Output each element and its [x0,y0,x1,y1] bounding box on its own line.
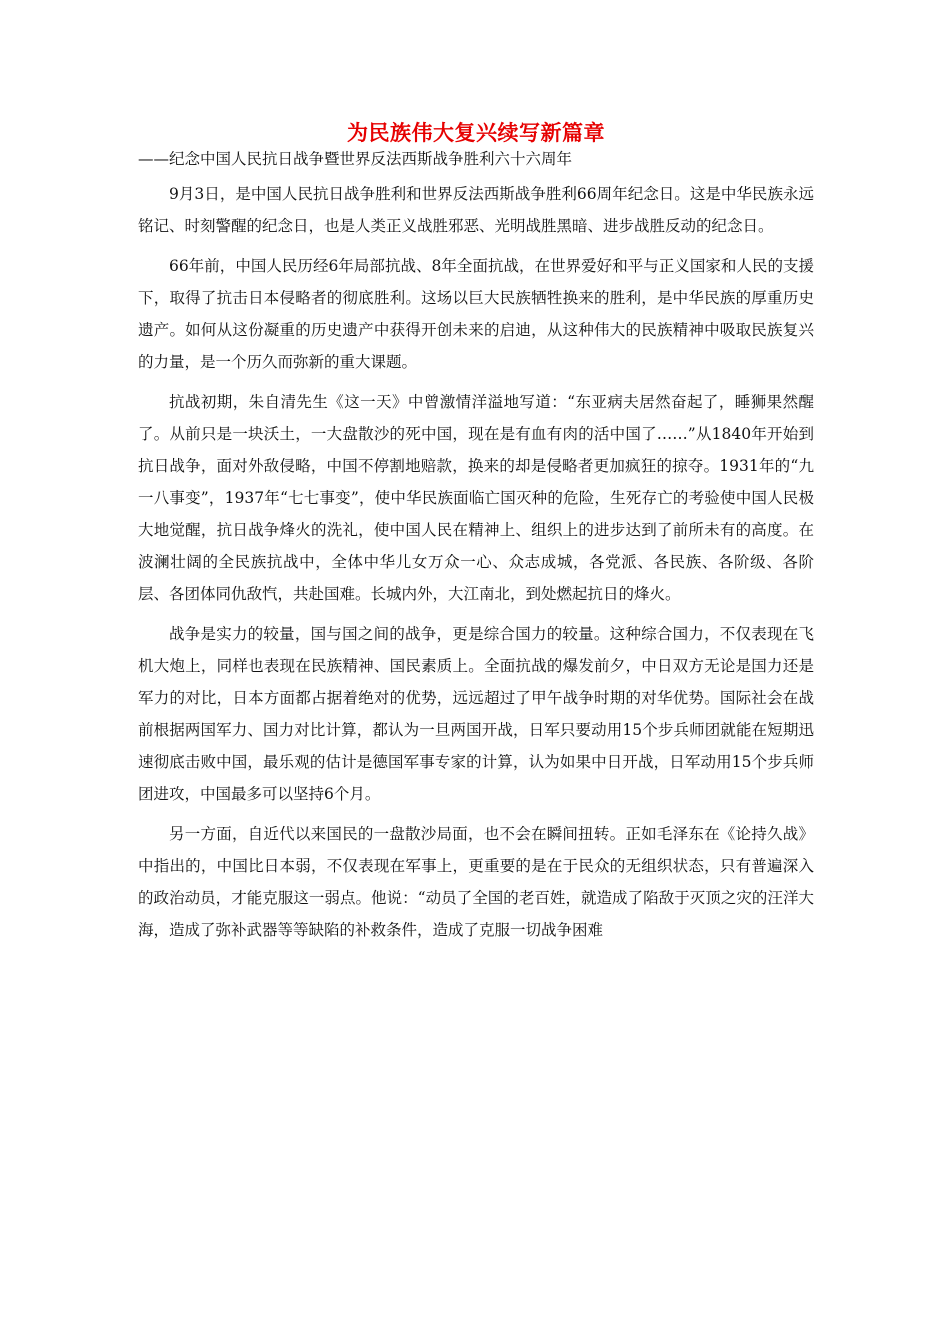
article-title: 为民族伟大复兴续写新篇章 [347,120,605,145]
paragraph-1: 9月3日，是中国人民抗日战争胜利和世界反法西斯战争胜利66周年纪念日。这是中华民族永远铭记、时刻警醒的纪念日，也是人类正义战胜邪恶、光明战胜黑暗、进步战胜反动的纪念日。 [138,185,814,235]
document-page [138,118,814,954]
article-subtitle: ——纪念中国人民抗日战争暨世界反法西斯战争胜利六十六周年 [138,150,573,168]
paragraph-5: 另一方面，自近代以来国民的一盘散沙局面，也不会在瞬间扭转。正如毛泽东在《论持久战》中指出的，中国比日本弱，不仅表现在军事上，更重要的是在于民众的无组织状态，只有普遍深入的政治动员，才能克服这一弱点。他说：“动员了全国的老百姓，就造成了陷敌于灭顶之灾的汪洋大海，造成了弥补武器等等缺陷的补救条件，造成了克服一切战争困难 [138,825,814,939]
paragraph-4: 战争是实力的较量，国与国之间的战争，更是综合国力的较量。这种综合国力，不仅表现在飞机大炮上，同样也表现在民族精神、国民素质上。全面抗战的爆发前夕，中日双方无论是国力还是军力的对比，日本方面都占据着绝对的优势，远远超过了甲午战争时期的对华优势。国际社会在战前根据两国军力、国力对比计算，都认为一旦两国开战，日军只要动用15个步兵师团就能在短期迅速彻底击败中国，最乐观的估计是德国军事专家的计算，认为如果中日开战，日军动用15个步兵师团进攻，中国最多可以坚持6个月。 [138,625,814,803]
paragraph-3: 抗战初期，朱自清先生《这一天》中曾激情洋溢地写道：“东亚病夫居然奋起了，睡狮果然醒了。从前只是一块沃土，一大盘散沙的死中国，现在是有血有肉的活中国了……”从1840年开始到抗日战争，面对外敌侵略，中国不停割地赔款，换来的却是侵略者更加疯狂的掠夺。1931年的“九一八事变”，1937年“七七事变”，使中华民族面临亡国灭种的危险，生死存亡的考验使中国人民极大地觉醒，抗日战争烽火的洗礼，使中国人民在精神上、组织上的进步达到了前所未有的高度。在波澜壮阔的全民族抗战中，全体中华儿女万众一心、众志成城，各党派、各民族、各阶级、各阶层、各团体同仇敌忾，共赴国难。长城内外，大江南北，到处燃起抗日的烽火。 [138,393,814,603]
paragraph-2: 66年前，中国人民历经6年局部抗战、8年全面抗战，在世界爱好和平与正义国家和人民的支援下，取得了抗击日本侵略者的彻底胜利。这场以巨大民族牺牲换来的胜利，是中华民族的厚重历史遗产。如何从这份凝重的历史遗产中获得开创未来的启迪，从这种伟大的民族精神中吸取民族复兴的力量，是一个历久而弥新的重大课题。 [138,257,814,371]
